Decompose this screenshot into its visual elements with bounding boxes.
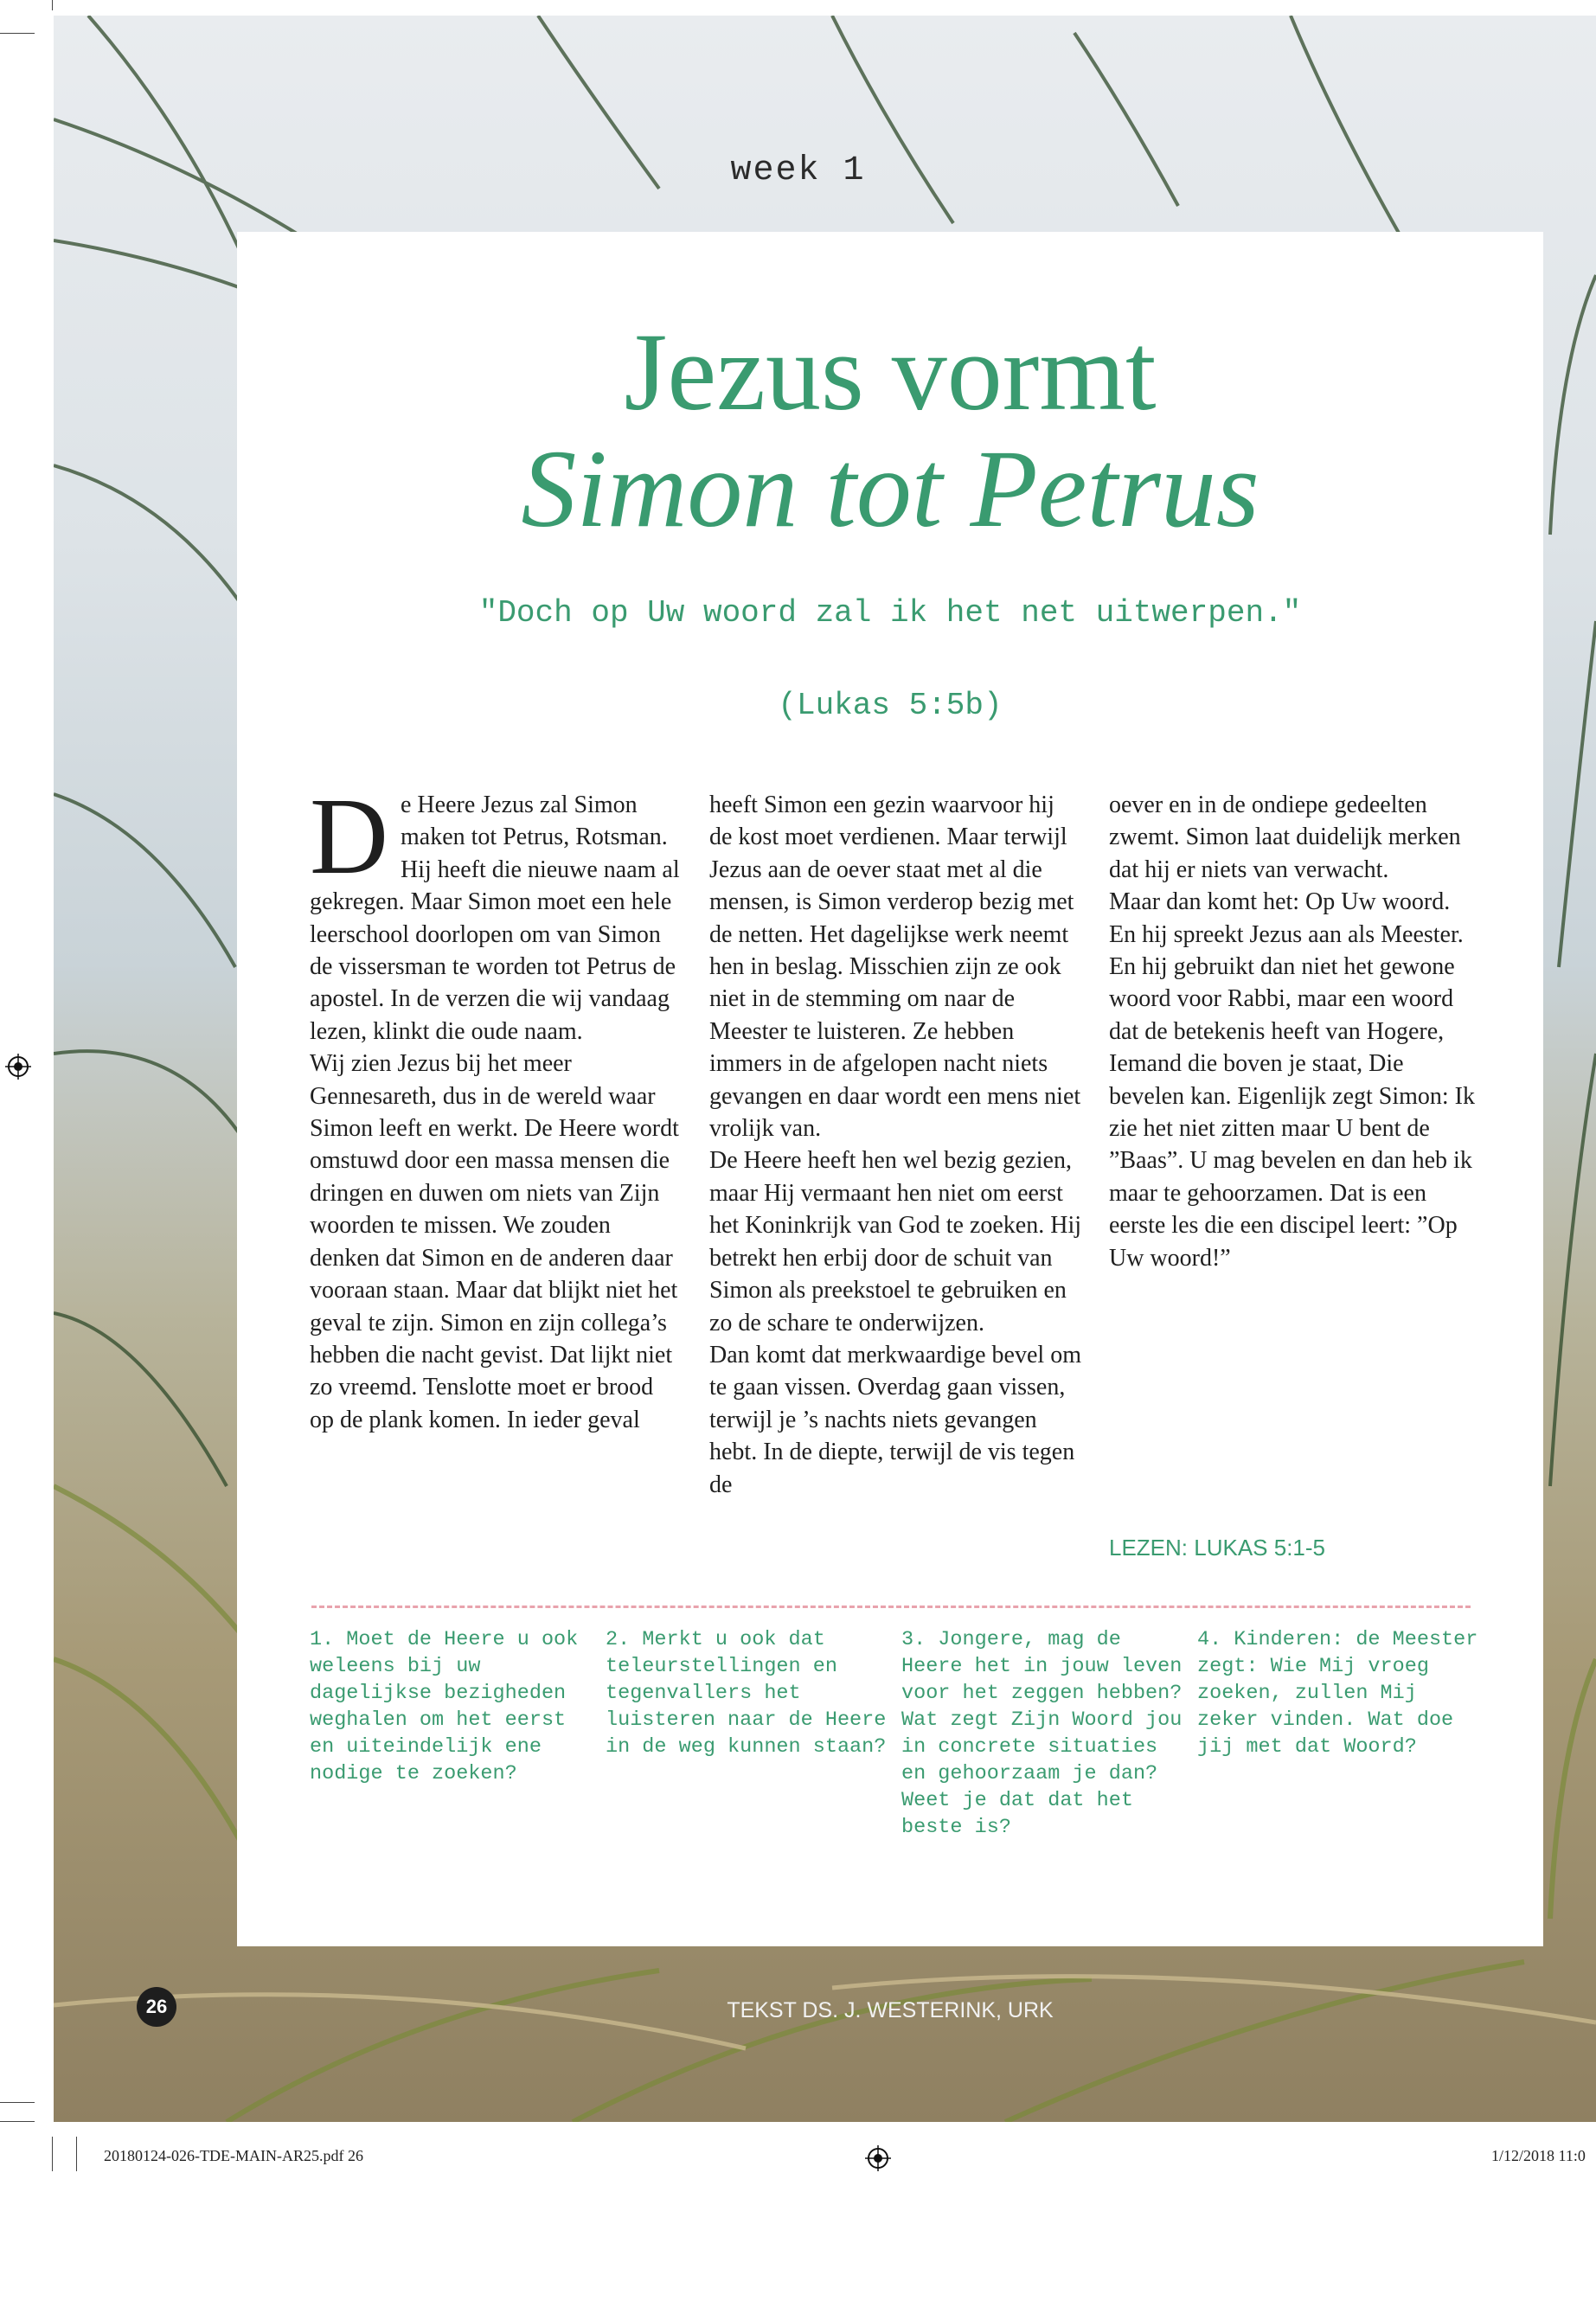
question-2: 2. Merkt u ook dat teleurstellingen en tegenvallers het luisteren naar de Heere in de weg kunnen staan?: [606, 1628, 887, 1759]
paragraph: Maar dan komt het: Op Uw woord. En hij spreekt Jezus aan als Meester. En hij gebruikt dan niet het gewone woord voor Rabbi, maar een woord dat de betekenis heeft van Hogere, Iemand die boven je staat, Die bevelen kan. Eigenlijk zegt Simon: Ik zie het niet zitten maar U bent de ”Baas”. U mag bevelen en dan heb ik maar te gehoorzamen. Dat is een eerste les die een discipel leert: ”Op Uw woord!”: [1109, 888, 1476, 1272]
print-date: 1/12/2018 11:0: [1491, 2147, 1586, 2164]
paragraph: Dan komt dat merkwaardige bevel om te gaan vissen. Overdag gaan vissen, terwijl je ’s nachts niets gevangen hebt. In de diepte, terwijl de vis tegen de: [709, 1341, 1081, 1498]
paragraph: Wij zien Jezus bij het meer Gennesareth, dus in de wereld waar Simon leeft en werkt. De Heere wordt omstuwd door een massa mensen die dringen en duwen om niets van Zijn woorden te missen. We zouden denken dat Simon en de anderen daar vooraan staan. Maar dat blijkt niet het geval te zijn. Simon en zijn collega’s hebben die nacht gevist. Dat lijkt niet zo vreemd. Tenslotte moet er brood op de plank komen. In ieder geval: [310, 1050, 679, 1433]
paragraph: e Heere Jezus zal Simon maken tot Petrus, Rotsman. Hij heeft die nieuwe naam al gekregen. Maar Simon moet een hele leerschool doorlopen om van Simon de vissersman te worden tot Petrus de apostel. In de verzen die wij vandaag lezen, klinkt die oude naam.: [310, 792, 680, 1045]
registration-mark-icon: [5, 1054, 31, 1080]
registration-mark-icon: [865, 2145, 891, 2171]
crop-mark: [76, 2137, 77, 2171]
crop-mark: [0, 2102, 35, 2103]
week-label: week 1: [730, 151, 866, 190]
body-column-1: [310, 777, 682, 1436]
author-credit: TEKST DS. J. WESTERINK, URK: [727, 1998, 1054, 2022]
paragraph: De Heere heeft hen wel bezig gezien, maar Hij vermaant hen niet om eerst het Koninkrijk van God te zoeken. Hij betrekt hen erbij door de schuit van Simon als preekstoel te gebruiken en zo de schare te onderwijzen.: [709, 1147, 1082, 1336]
page-number-badge: 26: [137, 1987, 176, 2027]
print-file-name: 20180124-026-TDE-MAIN-AR25.pdf 26: [104, 2147, 363, 2164]
body-column-3: [1109, 789, 1481, 1274]
article-title-line2: Simon tot Petrus: [521, 427, 1259, 550]
body-column-2: [709, 789, 1081, 1501]
crop-mark: [52, 2137, 53, 2171]
crop-mark: [0, 2121, 35, 2122]
reading-reference: LEZEN: LUKAS 5:1-5: [1109, 1535, 1325, 1561]
drop-cap: D: [310, 777, 388, 897]
question-4: 4. Kinderen: de Meester zegt: Wie Mij vroeg zoeken, zullen Mij zeker vinden. Wat doe jij met dat Woord?: [1197, 1628, 1478, 1759]
paragraph: heeft Simon een gezin waarvoor hij de kost moet verdienen. Maar terwijl Jezus aan de oever staat met al die mensen, is Simon verderop bezig met de netten. Het dagelijkse werk neemt hen in beslag. Misschien zijn ze ook niet in de stemming om naar de Meester te luisteren. Ze hebben immers in de afgelopen nacht niets gevangen en daar wordt een mens niet vrolijk van.: [709, 792, 1081, 1143]
bible-quote: "Doch op Uw woord zal ik het net uitwerpen.": [478, 595, 1302, 631]
article-title-line1: Jezus vormt: [624, 311, 1157, 433]
question-3: 3. Jongere, mag de Heere het in jouw leven voor het zeggen hebben? Wat zegt Zijn Woord jou in concrete situaties en gehoorzaam je dan? Weet je dat dat het beste is?: [901, 1628, 1183, 1839]
paragraph: oever en in de ondiepe gedeelten zwemt. Simon laat duidelijk merken dat hij er niets van verwacht.: [1109, 792, 1461, 883]
crop-mark: [0, 33, 35, 34]
bible-reference: (Lukas 5:5b): [778, 688, 1003, 723]
crop-mark: [52, 0, 53, 10]
question-1: 1. Moet de Heere u ook weleens bij uw dagelijkse bezigheden weghalen om het eerst en uiteindelijk ene nodige te zoeken?: [310, 1628, 579, 1785]
dashed-divider: [311, 1606, 1471, 1608]
